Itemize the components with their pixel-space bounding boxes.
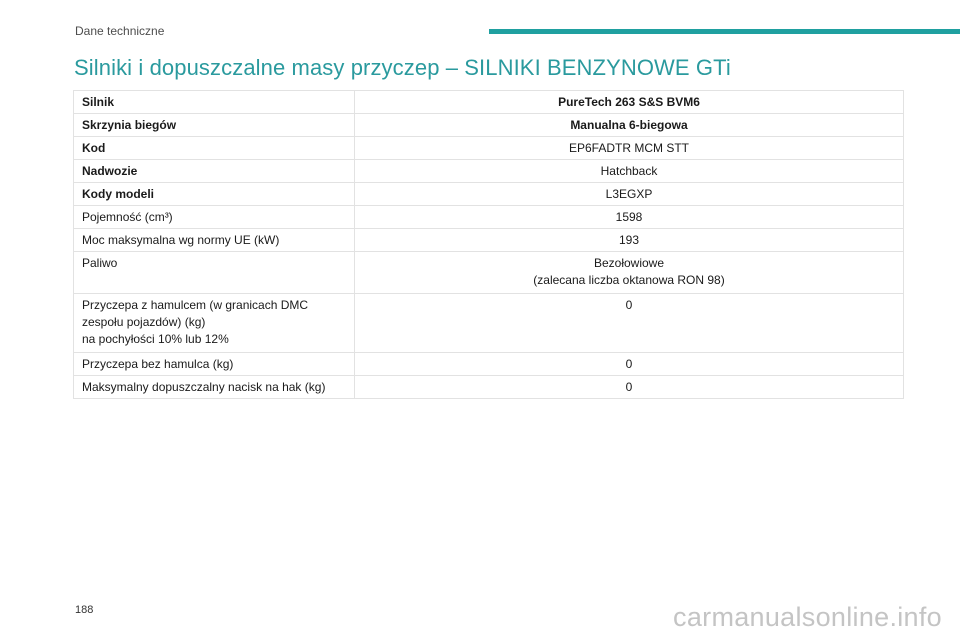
row-value-max-power: 193: [355, 229, 904, 252]
section-label: Dane techniczne: [75, 24, 165, 38]
row-label-max-power: Moc maksymalna wg normy UE (kW): [74, 229, 355, 252]
row-label-body: Nadwozie: [74, 160, 355, 183]
row-value-displacement: 1598: [355, 206, 904, 229]
table-row: [74, 229, 904, 252]
row-label-model-codes: Kody modeli: [74, 183, 355, 206]
row-value-fuel: Bezołowiowe (zalecana liczba oktanowa RON 98): [355, 252, 904, 294]
row-value-unbraked-trailer: 0: [355, 353, 904, 376]
row-label-gearbox: Skrzynia biegów: [74, 114, 355, 137]
table-row: [74, 353, 904, 376]
row-value-towbar-load: 0: [355, 376, 904, 399]
table-row: [74, 376, 904, 399]
row-value-body: Hatchback: [355, 160, 904, 183]
table-row: [74, 183, 904, 206]
table-row: [74, 206, 904, 229]
row-value-engine: PureTech 263 S&S BVM6: [355, 91, 904, 114]
row-label-braked-trailer: Przyczepa z hamulcem (w granicach DMC zespołu pojazdów) (kg) na pochyłości 10% lub 12%: [74, 294, 355, 353]
row-label-unbraked-trailer: Przyczepa bez hamulca (kg): [74, 353, 355, 376]
engine-specs-table: [73, 90, 904, 399]
row-label-displacement: Pojemność (cm³): [74, 206, 355, 229]
row-label-engine: Silnik: [74, 91, 355, 114]
page-number: 188: [75, 604, 94, 616]
table-row: [74, 252, 904, 294]
row-label-fuel: Paliwo: [74, 252, 355, 294]
table-row: [74, 294, 904, 353]
table-row: [74, 160, 904, 183]
page-title: Silniki i dopuszczalne masy przyczep – SILNIKI BENZYNOWE GTi: [74, 55, 731, 80]
header-accent-bar: [489, 29, 960, 34]
table-row: [74, 91, 904, 114]
table-row: [74, 114, 904, 137]
row-value-code: EP6FADTR MCM STT: [355, 137, 904, 160]
row-label-towbar-load: Maksymalny dopuszczalny nacisk na hak (kg): [74, 376, 355, 399]
row-label-code: Kod: [74, 137, 355, 160]
table-row: [74, 137, 904, 160]
watermark: carmanualsonline.info: [673, 602, 942, 632]
row-value-gearbox: Manualna 6-biegowa: [355, 114, 904, 137]
row-value-braked-trailer: 0: [355, 294, 904, 353]
row-value-model-codes: L3EGXP: [355, 183, 904, 206]
